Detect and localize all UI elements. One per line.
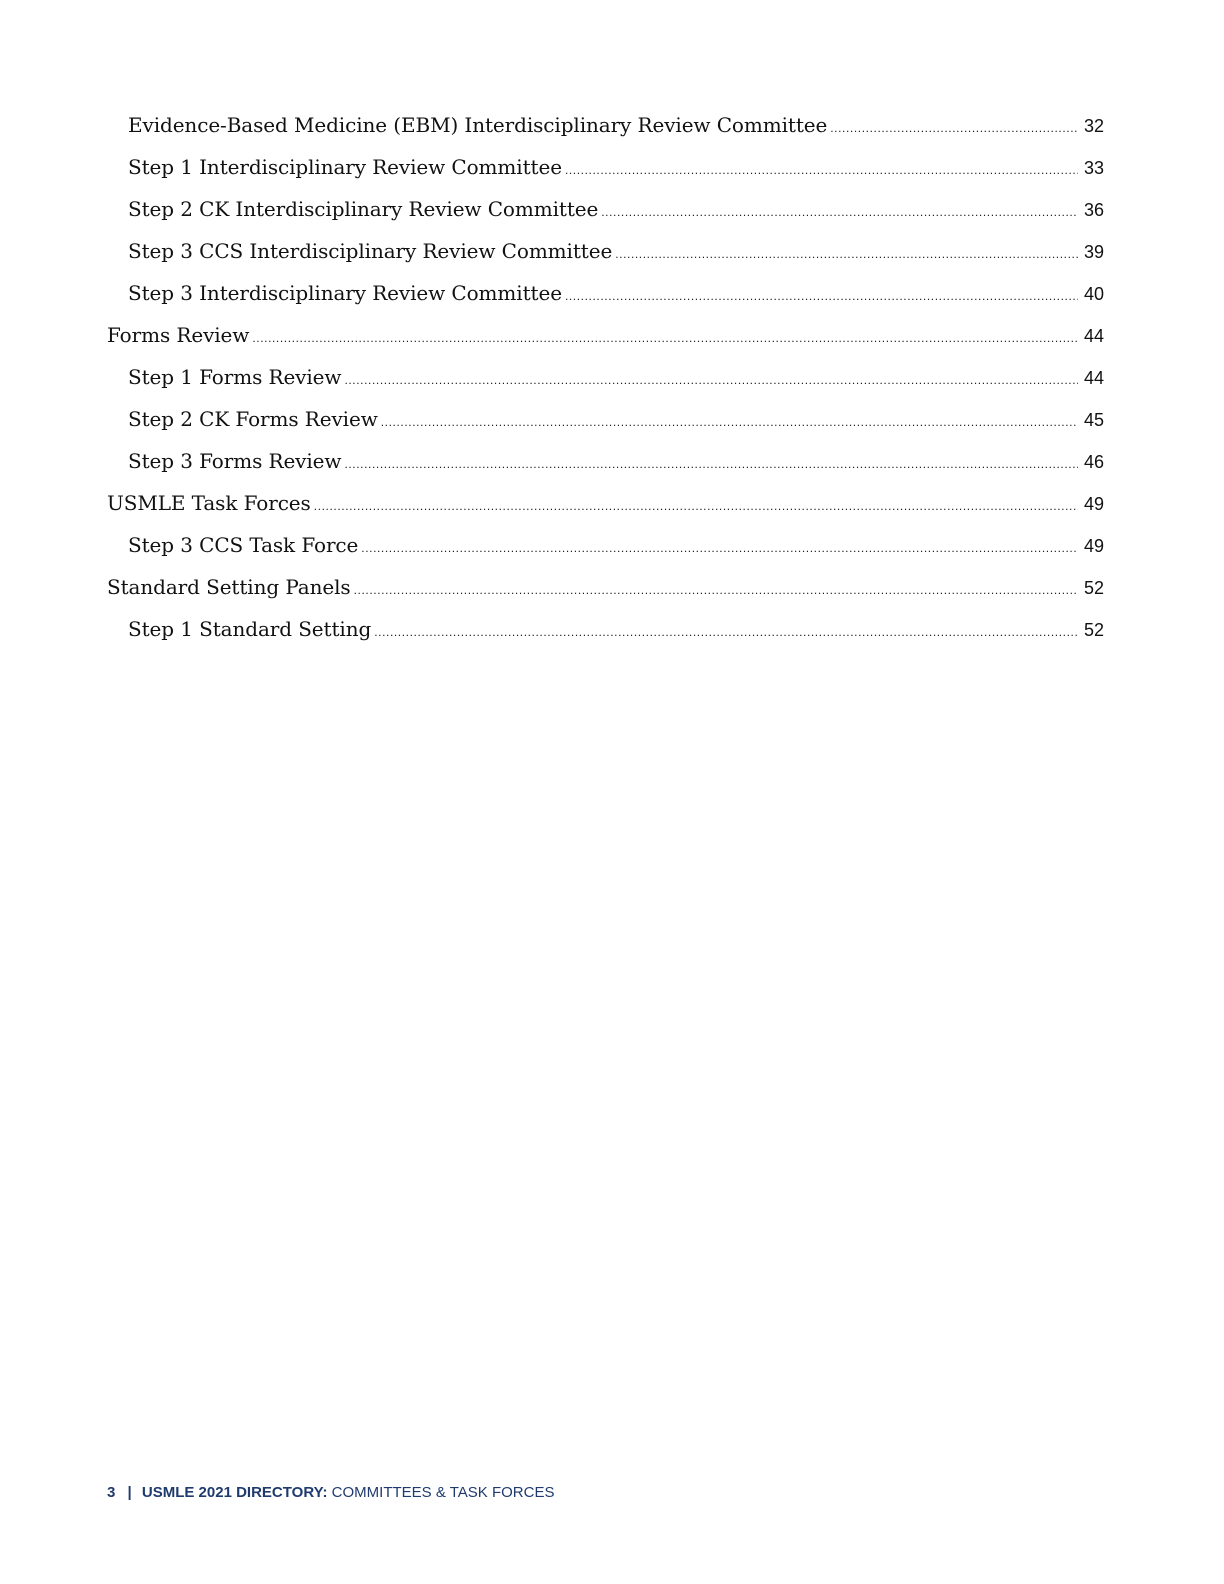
toc-dot-leader [344,359,1078,401]
toc-dot-leader [830,107,1078,149]
toc-page-number: 32 [1083,116,1104,136]
toc-page-number: 40 [1083,284,1104,304]
toc-entry-title: USMLE Task Forces [107,491,311,515]
toc-page-number: 49 [1083,494,1104,514]
toc-entry-step3ccs-task-force[interactable] [107,524,1104,566]
toc-dot-leader [344,443,1078,485]
toc-page-number: 49 [1083,536,1104,556]
toc-entry-step2ck-forms-review[interactable] [107,398,1104,440]
toc-entry-step1-forms-review[interactable] [107,356,1104,398]
toc-dot-leader [361,527,1078,569]
toc-entry-title: Step 1 Forms Review [128,365,342,389]
toc-entry-ebm-irc[interactable] [107,104,1104,146]
footer-page-number: 3 [107,1484,116,1501]
toc-entry-step1-irc[interactable] [107,146,1104,188]
toc-entry-title: Step 2 CK Interdisciplinary Review Committee [128,197,599,221]
toc-page-number: 39 [1083,242,1104,262]
toc-entry-usmle-task-forces[interactable] [107,482,1104,524]
toc-entry-title: Evidence-Based Medicine (EBM) Interdisciplinary Review Committee [128,113,828,137]
toc-dot-leader [381,401,1078,443]
toc-entry-title: Step 1 Interdisciplinary Review Committee [128,155,562,179]
toc-entry-step1-standard-setting[interactable] [107,608,1104,650]
toc-page-number: 52 [1083,620,1104,640]
toc-entry-title: Forms Review [107,323,250,347]
toc-dot-leader [615,233,1078,275]
toc-dot-leader [374,611,1078,653]
toc-entry-title: Step 3 Interdisciplinary Review Committee [128,281,562,305]
toc-dot-leader [565,149,1078,191]
toc-page-number: 36 [1083,200,1104,220]
toc-dot-leader [601,191,1078,233]
toc-page-number: 46 [1083,452,1104,472]
toc-dot-leader [314,485,1078,527]
toc-entry-title: Standard Setting Panels [107,575,351,599]
toc-entry-title: Step 1 Standard Setting [128,617,372,641]
toc-entry-title: Step 3 Forms Review [128,449,342,473]
toc-page-number: 33 [1083,158,1104,178]
toc-entry-title: Step 2 CK Forms Review [128,407,378,431]
toc-page-number: 45 [1083,410,1104,430]
toc-entry-step3-forms-review[interactable] [107,440,1104,482]
footer-document-title: USMLE 2021 DIRECTORY: [141,1484,328,1501]
toc-entry-step3-irc[interactable] [107,272,1104,314]
toc-page-number: 44 [1083,368,1104,388]
footer-separator: | [127,1484,132,1501]
toc-entry-title: Step 3 CCS Interdisciplinary Review Committee [128,239,613,263]
toc-entry-step2ck-irc[interactable] [107,188,1104,230]
toc-page-number: 44 [1083,326,1104,346]
toc-entry-title: Step 3 CCS Task Force [128,533,359,557]
toc-page-number: 52 [1083,578,1104,598]
footer-document-subtitle: COMMITTEES & TASK FORCES [331,1484,555,1501]
toc-dot-leader [565,275,1078,317]
toc-dot-leader [252,317,1078,359]
page-footer [107,1484,554,1501]
toc-entry-standard-setting-panels[interactable] [107,566,1104,608]
toc-entry-forms-review[interactable] [107,314,1104,356]
toc-dot-leader [354,569,1078,611]
table-of-contents [107,104,1104,650]
toc-entry-step3ccs-irc[interactable] [107,230,1104,272]
